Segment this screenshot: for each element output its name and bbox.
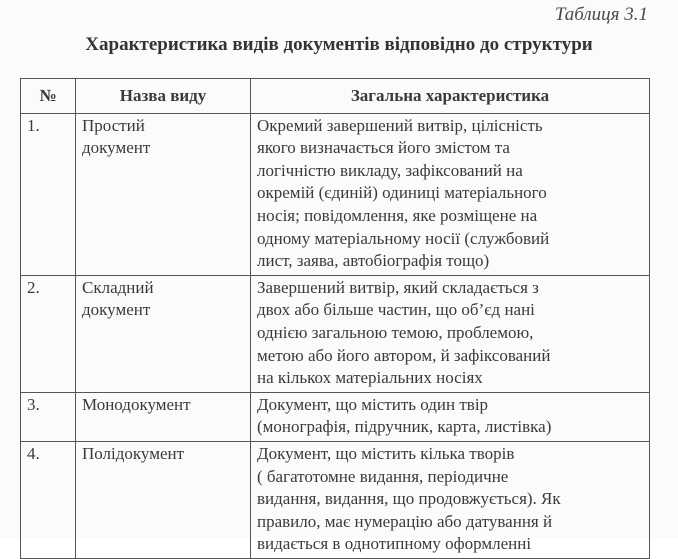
type-description-line: Окремий завершений витвір, цілісність — [257, 115, 543, 135]
header-number: № — [21, 79, 76, 114]
type-description-line: ( багатотомне видання, періодичне — [257, 466, 509, 486]
type-description-line: видання, видання, що продовжується). Як — [257, 489, 561, 509]
type-description — [251, 392, 650, 441]
type-description-line: Завершений витвір, який складається з — [257, 277, 539, 297]
type-name-line: документ — [82, 300, 151, 320]
type-description-line: видається в однотипному оформленні — [257, 534, 532, 554]
type-description-line: лист, заява, автобіографія тощо) — [257, 251, 490, 271]
row-number: 4. — [21, 441, 76, 558]
type-description — [251, 441, 650, 558]
table-row — [21, 392, 650, 441]
type-name — [76, 392, 251, 441]
type-name — [76, 441, 251, 558]
type-description-line: окремій (єдиній) одиниці матеріального — [257, 183, 547, 203]
type-name-line: Полідокумент — [82, 443, 185, 463]
type-description-line: на кількох матеріальних носіях — [257, 368, 483, 388]
type-description-line: Документ, що містить один твір — [257, 394, 489, 414]
table-title: Характеристика видів документів відповідно до структури — [85, 34, 593, 55]
type-description-line: Документ, що містить кілька творів — [257, 443, 515, 463]
type-name — [76, 113, 251, 275]
table-header-row — [21, 79, 650, 114]
type-description-line: двох або більше частин, що об’єд нані — [257, 300, 535, 320]
type-description-line: (монографія, підручник, карта, листівка) — [257, 417, 552, 437]
header-type-name: Назва виду — [76, 79, 251, 114]
type-name-line: Складний — [82, 277, 154, 297]
row-number: 3. — [21, 392, 76, 441]
table-row — [21, 275, 650, 392]
type-description-line: однією загальною темою, проблемою, — [257, 322, 534, 342]
type-name-line: документ — [82, 138, 151, 158]
type-description — [251, 113, 650, 275]
table-row — [21, 441, 650, 558]
type-name-line: Простий — [82, 115, 145, 135]
row-number: 1. — [21, 113, 76, 275]
type-description-line: носія; повідомлення, яке розміщене на — [257, 205, 538, 225]
table-row — [21, 113, 650, 275]
type-description-line: правило, має нумерацію або датування й — [257, 511, 553, 531]
type-description — [251, 275, 650, 392]
table-number: Таблиця 3.1 — [554, 4, 648, 25]
header-characteristic: Загальна характеристика — [251, 79, 650, 114]
type-description-line: логічністю викладу, зафіксований на — [257, 160, 523, 180]
row-number: 2. — [21, 275, 76, 392]
type-description-line: одному матеріальному носії (службовий — [257, 228, 550, 248]
type-name — [76, 275, 251, 392]
type-description-line: якого визначається його змістом та — [257, 138, 510, 158]
type-description-line: метою або його автором, й зафіксований — [257, 345, 551, 365]
type-name-line: Монодокумент — [82, 394, 191, 414]
document-types-table — [20, 78, 650, 559]
